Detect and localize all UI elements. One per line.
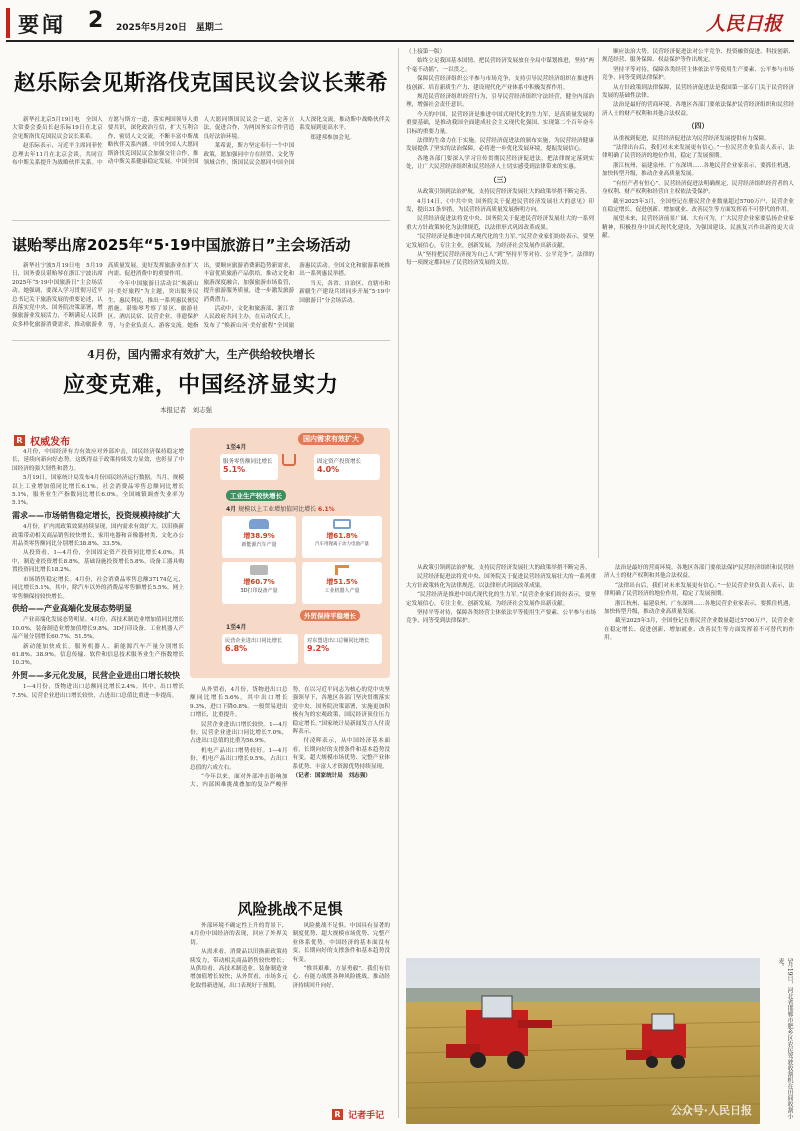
body-paragraph: 从外贸看，4月份，货物进出口总额同比增长5.6%，其中出口增长9.3%，进口下降0.8%。一般贸易进出口增长，比重提升。	[190, 687, 288, 719]
body-paragraph: “有恒产者有恒心”。民营经济促进法明确规定，民营经济组织经营者的人身权利、财产权利和经营自主权依法受保护。	[602, 180, 794, 196]
body-paragraph: 民营经济促进法将党中央、国务院关于促进民营经济发展壮大的一系列重大方针政策转化为法律规范，以法律形式巩固改革成果。	[406, 216, 594, 231]
page-number: 2	[88, 8, 104, 33]
industry-title: 工业生产较快增长	[226, 490, 286, 501]
body-paragraph: 今天的中国，民营经济是推进中国式现代化的生力军，是高质量发展的重要基础，是推动我国全面建成社会主义现代化强国、实现第二个百年奋斗目标的重要力量。	[406, 111, 594, 135]
infographic-period: 1至4月	[226, 444, 247, 451]
subhead-supply: 供给——产业高端化发展态势明显	[12, 603, 132, 613]
body-paragraph: 4月份，中国经济有力有效应对外部冲击，国民经济保持稳定增长，延续向新向好态势。这既得益于政策持续发力显效，也彰显了中国经济的强大韧性和潜力。	[12, 449, 184, 472]
issue-date: 2025年5月20日 星期二	[116, 23, 223, 33]
article1-title: 赵乐际会见斯洛伐克国民议会议长莱希	[13, 71, 388, 96]
shopping-cart-icon	[282, 454, 296, 466]
body-paragraph: 从投资看，1—4月份，全国固定资产投资同比增长4.0%。其中，制造业投资增长8.8%，基础设施投资增长5.8%。设备工器具购置投资同比增长18.2%。	[12, 550, 184, 574]
article3-left-column	[12, 448, 184, 1098]
harvest-photo-image	[406, 958, 760, 1124]
body-paragraph: 从政策引领到法治护航，支持民营经济发展壮大的政策举措不断完善。	[417, 565, 591, 571]
article3-title: 应变克难，中国经济显实力	[62, 373, 339, 398]
subhead-trade: 外贸——多元化发展，民营企业进出口增长较快	[12, 670, 180, 680]
masthead	[0, 0, 800, 42]
body-paragraph: 付凌晖表示，从中国经济基本面看，长期向好的支撑条件和基本趋势没有变，超大规模市场优势、完整产业体系优势、丰富人才资源优势持续显现。	[292, 738, 390, 770]
body-paragraph: 从重视到促进，民营经济促进法为民营经济发展提供有力保障。	[613, 135, 770, 142]
section-tab	[6, 8, 110, 38]
body-paragraph: 顺应法治大势，民营经济促进法对公平竞争、投资融资促进、科技创新、规范经营、服务保障、权益保护等作出规定。	[602, 49, 794, 64]
stat-card-retail: 服务零售额同比增长 5.1%	[220, 454, 278, 480]
right-column-b	[602, 48, 794, 558]
infographic	[190, 428, 390, 678]
body-paragraph: 截至2025年3月，全国登记在册民营企业数量超过5700万户，民营企业在稳定增长、促进创新、增加就业、改善民生等方面发挥着不可替代的作用。	[604, 618, 794, 642]
trade-card-private: 民营企业进出口同比增长 6.8%	[222, 634, 298, 664]
article3-byline: 本报记者 刘志强	[160, 406, 212, 414]
body-paragraph: 从方针政策到法律保障，民营经济促进法是我国第一部专门关于民营经济发展的基础性法律。	[602, 84, 794, 100]
reporter-note-body	[190, 922, 390, 1102]
harvest-photo	[406, 958, 760, 1124]
photo-watermark: 公众号·人民日报	[670, 1104, 752, 1117]
car-icon	[249, 519, 269, 529]
body-paragraph: 市场销售稳定增长。4月份，社会消费品零售总额37174亿元，同比增长5.1%。其中，除汽车以外的消费品零售额增长5.5%。网上零售额保持较快增长。	[12, 576, 184, 600]
body-paragraph: 保障民营经济组织公平参与市场竞争，支持引导民营经济组织在推进科技创新、培育新质生产力、建设现代化产业体系中积极发挥作用。	[406, 76, 594, 91]
body-paragraph: “民营经济是推进中国式现代化的生力军。”民营企业家们纷纷表示，要坚定发展信心，专注主业，创新发展，为经济社会发展作出新贡献。	[406, 592, 596, 607]
byline-end: （记者：国家统计局 刘志强）	[292, 773, 371, 780]
section-number: （四）	[687, 121, 709, 131]
article1-body	[12, 116, 390, 216]
article1-paragraph: 莱希说，斯方坚定奉行一个中国政策，愿加强同中方在经贸、文化等领域合作，斯国民议会愿同中国全国人大深化交流，推动斯中战略伙伴关系发展到更高水平。	[203, 117, 390, 167]
body-paragraph: “法律出台后，我们对未来发展更有信心。”一位民营企业负责人表示，法律明确了民营经济的地位作用，稳定了发展预期。	[604, 582, 794, 598]
right-column-lower	[406, 564, 794, 952]
subhead-demand: 需求——市场销售稳定增长，投资规模持续扩大	[12, 510, 180, 520]
reporter-note-icon: R	[332, 1109, 343, 1120]
body-paragraph: 民营企业进出口增长较快。1—4月份，民营企业进出口同比增长7.0%，占进出口总值的比重为56.9%。	[190, 721, 288, 745]
section-label: 要闻	[18, 13, 66, 37]
product-card: 增38.9% 新能源汽车产量	[222, 516, 296, 558]
infographic-title: 国内需求有效扩大	[298, 433, 364, 445]
body-paragraph: 外部环境不确定性上升的背景下，4月份中国经济的表现，回应了外界关切。	[190, 923, 288, 946]
body-paragraph: 浙江杭州、福建泉州、广东深圳……各地民营企业家表示，要抓住机遇，加快转型升级，推动企业高质量发展。	[604, 600, 794, 616]
body-paragraph: 风险挑战不足惧。中国具有显著的制度优势、超大规模市场优势、完整产业体系优势，中国经济的基本面没有变，长期向好的支撑条件和基本趋势没有变。	[292, 923, 390, 963]
article2-paragraph: 当天，各省、自治区、直辖市和新疆生产建设兵团同步开展“5·19中国旅游日”分会场活动。	[299, 280, 390, 304]
body-paragraph: 从需求看，消费品以旧换新政策持续发力，带动相关商品销售较快增长；从供给看，高技术制造业、装备制造业增加值增长较快；从外贸看，市场多元化取得新进展，出口表现好于预期。	[190, 949, 288, 989]
trade-title: 外贸保持平稳增长	[300, 610, 360, 621]
body-paragraph: 浙江杭州、福建泉州、广东深圳……各地民营企业家表示，要抓住机遇，加快转型升级，推动企业高质量发展。	[602, 162, 794, 178]
body-paragraph: 展望未来，民营经济前景广阔、大有可为，广大民营企业家要弘扬企业家精神，积极投身中国式现代化建设，为强国建设、民族复兴作出新的更大贡献。	[602, 216, 794, 240]
divider	[12, 220, 390, 221]
body-paragraph: （上接第一版）	[406, 49, 446, 55]
photo-caption: 5月19日，河北省邯郸市肥乡区农民驾驶收割机在田间收割小麦。	[777, 958, 793, 1120]
body-paragraph: 各地各部门要深入学习宣传贯彻民营经济促进法，把法律规定落到实处，让广大民营经济组织和民营经济人士切实感受到法律带来的实惠。	[406, 155, 594, 171]
product-card: 增60.7% 3D打印设备产量	[222, 562, 296, 604]
robot-arm-icon	[335, 565, 349, 575]
article2-body	[12, 262, 390, 338]
body-paragraph: 民营经济促进法将党中央、国务院关于促进民营经济发展壮大的一系列重大方针政策转化为法律规范，以法律形式巩固改革成果。	[406, 574, 597, 589]
body-paragraph: 从“坚持把民营经济视为自己人”到“坚持平等对待、公平竞争”，法律的每一项规定都回应了民营经济发展的关切。	[406, 251, 594, 267]
body-paragraph: 4月14日，《中共中央 国务院关于促进民营经济发展壮大的意见》印发，提出31条举措，为民营经济高质量发展指明方向。	[406, 198, 594, 213]
article1-paragraph: 郑建邦参加会见。	[310, 134, 356, 141]
product-card: 增61.8% 汽车用锂离子动力电池产量	[302, 516, 382, 558]
right-column-a	[406, 48, 594, 558]
trade-card-asean: 对东盟进出口总额同比增长 9.2%	[304, 634, 382, 664]
article3-kicker: 4月份，国内需求有效扩大，生产供给较快增长	[87, 348, 315, 361]
authority-text: 权威发布	[30, 437, 71, 448]
body-paragraph: 从政策引领到法治护航，支持民营经济发展壮大的政策举措不断完善。	[417, 189, 591, 196]
reporter-note-label: R 记者手记	[332, 1104, 384, 1123]
body-paragraph: 机电产品出口增势较好。1—4月份，机电产品出口增长9.5%，占出口总值的六成左右。	[190, 747, 288, 771]
article2-paragraph: 新华社宁波5月19日电 5月19日，国务委员谌贻琴在浙江宁波出席2025年“5·19中国旅游日”主会场活动。她强调，要深入学习贯彻习近平总书记关于旅游发展的重要论述，认真落实党中央、国务院决策部署，增强旅游业发展活力，不断满足人民群众多样化旅游消费需求，推动旅游业高质量发展，更好发挥旅游业在扩大内需、促进消费中的重要作用。	[12, 263, 199, 328]
column-divider	[398, 48, 399, 1118]
reporter-note-title: 风险挑战不足惧	[237, 900, 343, 918]
article2-paragraph: 活动中，文化和旅游部、浙江省人民政府共同主办，在启动仪式上，发布了“焕新山河·美好旅程”全国旅游惠民活动。全国文化和旅游系统推出一系列惠民举措。	[203, 263, 390, 329]
body-paragraph: 坚持平等对待，保障各类经营主体依法平等使用生产要素、公平参与市场竞争、同等受到法律保护。	[406, 610, 597, 625]
stat-card-investment: 固定资产投资增长 4.0%	[314, 454, 380, 480]
body-paragraph: 产业高端化发展态势明显。4月份，高技术制造业增加值同比增长10.0%，装备制造业增加值增长9.8%。3D打印设备、工业机器人产品产量分别增长60.7%、51.5%。	[12, 617, 184, 641]
divider	[12, 340, 390, 341]
body-paragraph: 法治是最好的营商环境。各地区各部门要依法保护民营经济组织和民营经济人士的财产权利和其他合法权益。	[602, 102, 794, 117]
trade-period: 1至4月	[226, 624, 247, 631]
body-paragraph: “法律出台后，我们对未来发展更有信心。”一位民营企业负责人表示，法律明确了民营经济的地位作用，稳定了发展预期。	[602, 145, 794, 160]
industry-headline: 4月 规模以上工业增加值同比增长 6.1%	[226, 506, 335, 513]
body-paragraph: 规范民营经济组织经营行为，引导民营经济组织守法经营，健全内部治理，增强社会责任意识。	[406, 94, 594, 109]
article1-paragraph: 新华社北京5月19日电 全国人大常委会委员长赵乐际19日在北京会见斯洛伐克国民议会议长莱希。	[12, 117, 103, 140]
paper-logo: 人民日报	[706, 13, 783, 35]
body-paragraph: “民营经济是推进中国式现代化的生力军。”民营企业家们纷纷表示，要坚定发展信心，专注主业，创新发展，为经济社会发展作出新贡献。	[406, 234, 594, 249]
article2-paragraph: 今年中国旅游日活动以“焕新山河·美好旅程”为主题，突出服务民生、惠民利民，推出一系列惠民便民措施。谌贻琴考察了景区、旅游社区、酒店民宿、民营企业、非遗保护等，与企业负责人、游客交流。她指出，要顺应旅游消费新趋势新需求，丰富优质旅游产品供给，推动文化和旅游深度融合，加强旅游市场监管，提升旅游服务质量，进一步激发旅游消费潜力。	[107, 263, 295, 329]
body-paragraph: “今年以来，面对外部冲击影响加大、内部困难挑战叠加的复杂严峻形势，在以习近平同志为核心的党中央坚强领导下，各地区各部门坚决贯彻落实党中央、国务院决策部署，实施更加积极有为的宏观政策，国民经济顶住压力稳定增长。”国家统计局新闻发言人付凌晖表示。	[190, 687, 390, 789]
body-paragraph: 新动能加快成长。服务机器人、新能源汽车产量分别增长61.8%、38.9%。信息传输、软件和信息技术服务业生产指数增长10.3%。	[12, 643, 184, 667]
article3-middle-column	[190, 686, 390, 886]
body-paragraph: “惟其艰难，方显勇毅”。我们有信心、有能力战胜各种风险挑战，推动经济持续回升向好。	[292, 966, 390, 989]
body-paragraph: 法律的生命力在于实施。民营经济促进法的颁布实施，为民营经济健康发展提供了坚实的法治保障，必将进一步优化发展环境，提振发展信心。	[406, 138, 594, 153]
body-paragraph: 坚持平等对待，保障各类经营主体依法平等使用生产要素、公平参与市场竞争、同等受到法律保护。	[602, 66, 794, 82]
product-card: 增51.5% 工业机器人产量	[302, 562, 382, 604]
printer-icon	[250, 565, 268, 575]
masthead-rule	[6, 40, 794, 42]
authority-icon: R	[14, 435, 25, 446]
section-number: （三）	[489, 174, 511, 184]
column-divider	[598, 48, 599, 558]
body-paragraph: 截至2025年3月，全国登记在册民营企业数量超过5700万户，民营企业在稳定增长、促进创新、增加就业、改善民生等方面发挥着不可替代的作用。	[602, 198, 794, 213]
body-paragraph: 5月19日，国家统计局发布4月份国民经济运行数据。当月，规模以上工业增加值同比增长6.1%，社会消费品零售总额同比增长5.1%，服务业生产指数同比增长6.0%，全国城镇调查失业率为5.1%。	[12, 475, 184, 507]
body-paragraph: 始终立足我国基本国情，把民营经济发展放在全局中谋划推进，坚持“两个毫不动摇”，一以贯之。	[406, 58, 594, 73]
article2-title: 谌贻琴出席2025年“5·19中国旅游日”主会场活动	[12, 236, 351, 254]
body-paragraph: 法治是最好的营商环境。各地区各部门要依法保护民营经济组织和民营经济人士的财产权利和其他合法权益。	[604, 565, 794, 580]
authority-label	[14, 430, 70, 449]
battery-icon	[333, 519, 351, 529]
body-paragraph: 4月份，扩内需政策效果持续显现，国内需求有效扩大。以旧换新政策带动相关商品销售较快增长，家用电器和音像器材类、文化办公用品类零售额同比分别增长38.8%、33.5%。	[12, 524, 184, 548]
body-paragraph: 1—4月份，货物进出口总额同比增长2.4%。其中，出口增长7.5%。民营企业进出口增长较快，占进出口总值比重进一步提高。	[12, 684, 184, 699]
article1-paragraph: 赵乐际表示，习近平主席同菲佐总理去年11月在北京会谈，共同宣布中斯关系提升为战略伙伴关系。中方愿与斯方一道，落实两国领导人重要共识，深化政治互信，扩大互利合作，密切人文交流，不断丰富中斯战略伙伴关系内涵。中国全国人大愿同斯洛伐克国民议会加强交往合作，推动中斯关系健康稳定发展。中国全国人大愿同斯国民议会一道，完善立法，促进合作，为两国务实合作营造良好法治环境。	[12, 117, 295, 167]
